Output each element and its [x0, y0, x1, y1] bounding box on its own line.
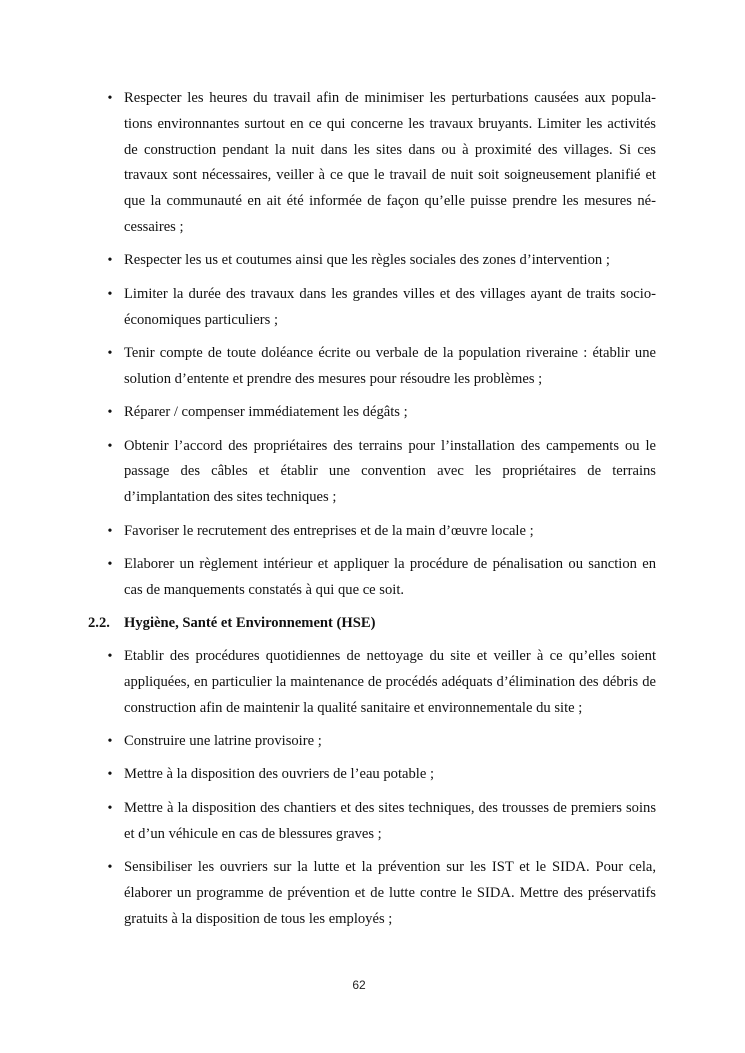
bullet-icon: •	[107, 253, 113, 269]
hse-measures-list	[107, 644, 656, 940]
list-item-text: Respecter les heures du travail afin de minimiser les perturbations causées aux popula-tions environnantes surtout en ce qui concerne les travaux bruyants. Limiter les activités de construction pendant la nuit dans les sites dans ou à proximité des villages. Si ces travaux sont nécessaires, veiller à ce que le travail de nuit soit soigneusement planifié et que la communauté en ait été informée de façon qu’elle puisse prendre les mesures né-cessaires ;	[124, 90, 656, 235]
list-item-text: Construire une latrine provisoire ;	[124, 732, 322, 749]
page-number: 62	[352, 978, 366, 992]
list-item-text: Favoriser le recrutement des entreprises et de la main d’œuvre locale ;	[124, 522, 534, 539]
bullet-icon: •	[107, 767, 113, 783]
list-item	[107, 341, 656, 393]
bullet-icon: •	[107, 405, 113, 421]
list-item-text: Mettre à la disposition des ouvriers de l’eau potable ;	[124, 766, 435, 783]
list-item	[107, 855, 656, 932]
list-item-text: Elaborer un règlement intérieur et appliquer la procédure de pénalisation ou sanction en cas de manquements constatés à qui que ce soit.	[124, 555, 656, 598]
list-item-text: Tenir compte de toute doléance écrite ou verbale de la population riveraine : établir une solution d’entente et prendre des mesures pour résoudre les problèmes ;	[124, 344, 656, 387]
list-item	[107, 400, 656, 426]
list-item	[107, 86, 656, 241]
list-item	[107, 644, 656, 721]
list-item	[107, 796, 656, 848]
list-item-text: Limiter la durée des travaux dans les grandes villes et des villages ayant de traits socio-économiques particuliers ;	[124, 285, 656, 328]
list-item-text: Obtenir l’accord des propriétaires des terrains pour l’installation des campements ou le passage des câbles et établir une convention avec les propriétaires de terrains d’implantation des sites techniques ;	[124, 437, 656, 506]
section-number: 2.2.	[88, 615, 110, 631]
bullet-icon: •	[107, 649, 113, 664]
bullet-icon: •	[107, 859, 113, 875]
list-item	[107, 762, 656, 788]
list-item	[107, 248, 656, 274]
bullet-icon: •	[107, 286, 113, 302]
list-item-text: Respecter les us et coutumes ainsi que les règles sociales des zones d’intervention ;	[124, 252, 610, 269]
bullet-icon: •	[107, 800, 113, 816]
measures-list	[107, 86, 656, 611]
list-item-text: Etablir des procédures quotidiennes de nettoyage du site et veiller à ce qu’elles soient appliquées, en particulier la maintenance de procédés adéquats d’élimination des débris de construction afin de maintenir la qualité sanitaire et environnementale du site ;	[124, 648, 656, 716]
bullet-icon: •	[107, 733, 113, 749]
list-item	[107, 519, 656, 545]
list-item	[107, 434, 656, 511]
bullet-icon: •	[107, 523, 113, 539]
list-item-text: Réparer / compenser immédiatement les dégâts ;	[124, 404, 408, 421]
list-item-text: Mettre à la disposition des chantiers et des sites techniques, des trousses de premiers soins et d’un véhicule en cas de blessures graves ;	[124, 799, 656, 842]
bullet-icon: •	[107, 556, 113, 572]
section-title: Hygiène, Santé et Environnement (HSE)	[124, 615, 376, 631]
list-item	[107, 552, 656, 604]
bullet-icon: •	[107, 345, 113, 361]
section-heading	[88, 610, 656, 636]
list-item-text: Sensibiliser les ouvriers sur la lutte et la prévention sur les IST et le SIDA. Pour cela, élaborer un programme de prévention et de lutte contre le SIDA. Mettre des préservatifs gratuits à la disposition de tous les employés ;	[124, 858, 656, 927]
bullet-icon: •	[107, 438, 113, 454]
list-item	[107, 729, 656, 755]
list-item	[107, 282, 656, 334]
bullet-icon: •	[107, 91, 113, 106]
